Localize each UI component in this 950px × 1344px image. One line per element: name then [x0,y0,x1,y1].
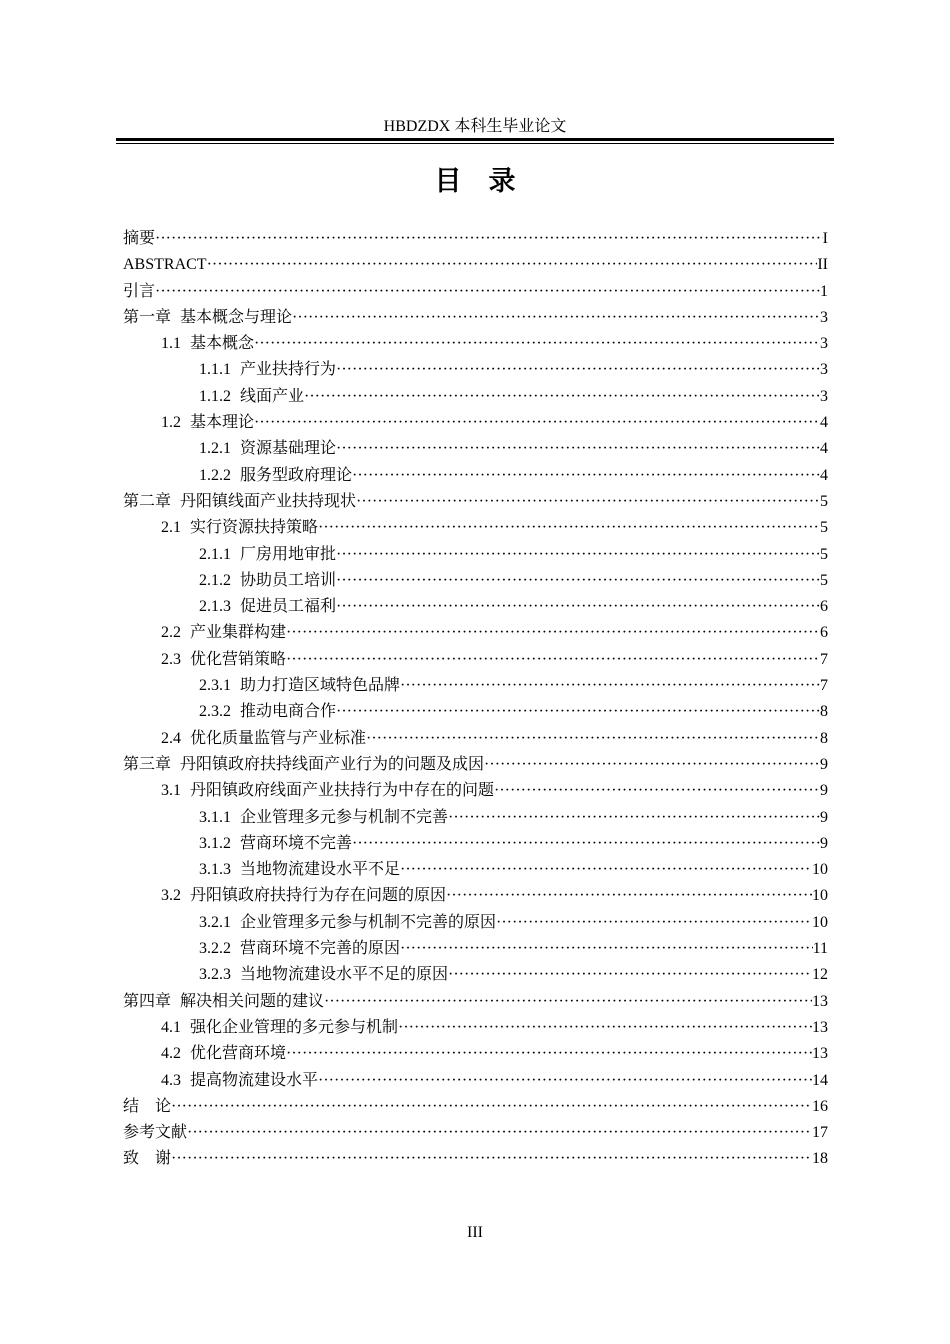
toc-entry-text: 丹阳镇政府线面产业扶持行为中存在的问题 [190,782,495,800]
toc-dot-leader [336,594,820,620]
toc-entry-text: 推动电商合作 [240,703,337,721]
toc-dot-leader [400,857,812,883]
toc-entry-label [161,1015,398,1041]
toc-entry-text: 协助员工培训 [240,571,337,589]
toc-entry-text: 优化营销策略 [190,650,287,668]
page-header: HBDZDX 本科生毕业论文 [383,118,567,135]
toc-entry-label [199,805,448,831]
toc-entry-page: 10 [812,861,828,879]
toc-entry-page: I [822,230,828,247]
toc-entry-text: 丹阳镇线面产业扶持现状 [180,492,357,510]
toc-entry-label [123,226,155,252]
toc-entry-text: 基本理论 [190,414,255,432]
toc-entry-label [199,463,352,489]
toc-entry-number: 3.2.2 [199,940,231,958]
toc-entry-label [123,989,324,1015]
toc-entry-text: 厂房用地审批 [240,545,337,563]
toc-dot-leader [336,699,820,725]
toc-entry-page: 10 [812,887,828,905]
toc-entry-number: 3.1 [161,782,181,800]
toc-entry-number: 2.3.1 [199,677,231,695]
toc-entry[interactable] [123,357,828,383]
toc-entry-page: 9 [820,755,828,773]
toc-dot-leader [356,489,820,515]
toc-dot-leader [318,1068,812,1094]
toc-entry-number: 2.1.1 [199,545,231,563]
toc-dot-leader [400,936,813,962]
toc-dot-leader [366,726,820,752]
toc-dot-leader [155,226,823,252]
toc-entry[interactable] [123,620,828,646]
toc-entry-number: 4.1 [161,1018,181,1036]
toc-entry-label [161,620,286,646]
toc-entry-number: 第一章 [123,308,172,326]
toc-entry-page: 8 [820,703,828,721]
toc-entry[interactable] [123,962,828,988]
toc-dot-leader [171,1146,812,1172]
toc-entry-label [199,357,336,383]
toc-entry-page: 9 [820,834,828,852]
toc-entry-label [123,252,207,278]
toc-entry[interactable] [123,436,828,462]
toc-entry-text: 参考文献 [123,1124,188,1142]
toc-entry-label [199,568,336,594]
toc-entry-number: 2.4 [161,729,181,747]
toc-entry-text: 优化营商环境 [190,1045,287,1063]
toc-entry-number: 4.2 [161,1045,181,1063]
toc-entry-number: 1.1.1 [199,361,231,379]
toc-entry-page: 13 [812,992,828,1010]
toc-entry[interactable] [123,647,828,673]
toc-entry-number: 第二章 [123,492,172,510]
toc-entry[interactable] [123,1146,828,1172]
toc-entry-text: 服务型政府理论 [240,466,353,484]
toc-entry-number: 1.1.2 [199,387,231,405]
toc-entry-text: 促进员工福利 [240,598,337,616]
toc-dot-leader [448,962,812,988]
toc-entry-page: 5 [820,545,828,563]
toc-entry-label [199,936,400,962]
toc-entry-number: 2.1.3 [199,598,231,616]
toc-entry-page: 3 [820,308,828,326]
toc-dot-leader [155,279,820,305]
toc-entry[interactable] [123,752,828,778]
toc-dot-leader [484,752,820,778]
toc-dot-leader [254,331,820,357]
toc-dot-leader [336,568,820,594]
toc-entry-label [161,726,366,752]
toc-entry-text: 结 论 [123,1097,172,1115]
toc-entry-page: 11 [812,940,828,958]
toc-entry-label [161,1068,318,1094]
toc-entry-text: 解决相关问题的建议 [180,992,325,1010]
toc-entry-number: 第四章 [123,992,172,1010]
toc-entry-page: 5 [820,571,828,589]
toc-entry-text: 产业集群构建 [190,624,287,642]
toc-entry-text: 营商环境不完善 [240,834,353,852]
toc-dot-leader [286,620,820,646]
toc-entry-label [199,594,336,620]
toc-entry-page: II [817,256,828,274]
toc-entry-number: 1.2.1 [199,440,231,458]
toc-entry[interactable] [123,778,828,804]
toc-entry-page: 7 [820,650,828,668]
toc-dot-leader [254,410,820,436]
toc-dot-leader [352,463,820,489]
toc-entry[interactable] [123,936,828,962]
toc-entry[interactable] [123,252,828,278]
toc-entry-page: 4 [820,466,828,484]
toc-entry-label [199,673,400,699]
toc-entry-label [161,778,494,804]
toc-entry-number: 第三章 [123,755,172,773]
toc-entry-number: 2.1 [161,519,181,537]
toc-entry-text: 丹阳镇政府扶持行为存在问题的原因 [190,887,447,905]
toc-dot-leader [336,436,820,462]
toc-dot-leader [398,1015,812,1041]
toc-entry-page: 7 [820,677,828,695]
toc-entry-label [123,1146,171,1172]
toc-entry[interactable] [123,489,828,515]
table-of-contents [123,226,828,1173]
toc-entry-number: 3.2.1 [199,913,231,931]
toc-entry-page: 10 [812,913,828,931]
header-rule-thin [116,143,834,144]
toc-entry-label [199,542,336,568]
toc-entry-label [199,962,448,988]
toc-entry-label [161,883,446,909]
toc-entry-page: 12 [812,966,828,984]
toc-dot-leader [336,542,820,568]
toc-entry-text: 当地物流建设水平不足 [240,861,401,879]
toc-entry-number: 2.1.2 [199,571,231,589]
toc-entry[interactable] [123,279,828,305]
toc-entry[interactable] [123,410,828,436]
toc-dot-leader [400,673,820,699]
toc-entry-page: 1 [820,282,828,300]
toc-entry-number: 2.3.2 [199,703,231,721]
toc-entry-page: 14 [812,1071,828,1089]
toc-dot-leader [494,778,820,804]
toc-entry-text: 引言 [123,282,156,300]
toc-entry-text: 营商环境不完善的原因 [240,940,401,958]
toc-entry-page: 5 [820,492,828,510]
toc-entry-number: 1.2.2 [199,466,231,484]
toc-entry-page: 13 [812,1045,828,1063]
toc-entry-text: 当地物流建设水平不足的原因 [240,966,449,984]
toc-dot-leader [446,883,812,909]
toc-entry-label [161,410,254,436]
toc-entry-number: 3.1.3 [199,861,231,879]
toc-entry[interactable] [123,989,828,1015]
toc-entry-label [123,305,292,331]
toc-dot-leader [336,357,820,383]
toc-entry-page: 3 [820,335,828,353]
toc-entry[interactable] [123,515,828,541]
toc-entry-text: 基本概念 [190,335,255,353]
toc-entry[interactable] [123,883,828,909]
toc-entry-text: 资源基础理论 [240,440,337,458]
toc-entry-text: 优化质量监管与产业标准 [190,729,367,747]
toc-entry-text: 产业扶持行为 [240,361,337,379]
toc-entry-number: 3.2 [161,887,181,905]
toc-entry-text: ABSTRACT [123,256,207,274]
toc-entry-text: 线面产业 [240,387,305,405]
toc-entry[interactable] [123,594,828,620]
toc-dot-leader [324,989,812,1015]
toc-entry-label [123,1094,171,1120]
toc-entry-page: 17 [812,1124,828,1142]
toc-entry-page: 13 [812,1018,828,1036]
toc-entry-page: 16 [812,1097,828,1115]
toc-dot-leader [352,831,820,857]
toc-entry-label [123,489,356,515]
toc-entry-number: 3.1.2 [199,834,231,852]
toc-dot-leader [448,805,820,831]
toc-entry-page: 5 [820,519,828,537]
toc-entry[interactable] [123,1015,828,1041]
toc-entry-label [199,699,336,725]
toc-dot-leader [286,647,820,673]
page-number: III [467,1224,483,1241]
toc-entry-label [161,515,318,541]
toc-entry[interactable] [123,568,828,594]
toc-entry-text: 企业管理多元参与机制不完善 [240,808,449,826]
toc-entry-label [199,384,304,410]
toc-dot-leader [286,1041,812,1067]
toc-entry[interactable] [123,673,828,699]
toc-entry-text: 强化企业管理的多元参与机制 [190,1018,399,1036]
toc-entry-label [161,647,286,673]
toc-entry-text: 致 谢 [123,1150,172,1168]
toc-entry-text: 助力打造区域特色品牌 [240,677,401,695]
toc-dot-leader [171,1094,812,1120]
toc-entry-number: 1.1 [161,335,181,353]
toc-entry-text: 基本概念与理论 [180,308,293,326]
toc-entry-page: 8 [820,729,828,747]
toc-entry-page: 3 [820,361,828,379]
toc-entry-label [199,436,336,462]
toc-entry[interactable] [123,910,828,936]
toc-dot-leader [187,1120,812,1146]
toc-entry-text: 实行资源扶持策略 [190,519,319,537]
toc-dot-leader [496,910,812,936]
toc-entry[interactable] [123,1120,828,1146]
toc-entry-label [123,752,484,778]
toc-entry[interactable] [123,305,828,331]
toc-entry[interactable] [123,726,828,752]
toc-entry-page: 9 [820,808,828,826]
toc-entry-text: 丹阳镇政府扶持线面产业行为的问题及成因 [180,755,485,773]
toc-entry[interactable] [123,1041,828,1067]
toc-entry-text: 摘要 [123,230,156,247]
toc-entry-label [199,831,352,857]
toc-entry-page: 6 [820,624,828,642]
toc-entry-number: 3.2.3 [199,966,231,984]
toc-entry-number: 1.2 [161,414,181,432]
toc-entry-page: 3 [820,387,828,405]
toc-entry[interactable] [123,857,828,883]
toc-entry-text: 企业管理多元参与机制不完善的原因 [240,913,497,931]
toc-entry[interactable] [123,331,828,357]
toc-entry[interactable] [123,1094,828,1120]
toc-entry-label [161,1041,286,1067]
toc-dot-leader [318,515,820,541]
toc-entry-number: 4.3 [161,1071,181,1089]
toc-entry-label [161,331,254,357]
toc-entry-label [123,279,155,305]
toc-entry-page: 6 [820,598,828,616]
toc-entry[interactable] [123,699,828,725]
toc-dot-leader [207,252,818,278]
toc-entry-label [199,857,400,883]
toc-dot-leader [304,384,820,410]
toc-entry-number: 3.1.1 [199,808,231,826]
toc-entry[interactable] [123,542,828,568]
toc-entry-page: 4 [820,414,828,432]
toc-entry[interactable] [123,805,828,831]
toc-entry-number: 2.2 [161,624,181,642]
toc-entry-label [199,910,496,936]
toc-entry-number: 2.3 [161,650,181,668]
toc-dot-leader [292,305,820,331]
toc-entry[interactable] [123,463,828,489]
toc-entry[interactable] [123,1068,828,1094]
toc-entry[interactable] [123,831,828,857]
header-rule-thick [116,138,834,141]
toc-title: 目 录 [434,166,516,197]
toc-entry[interactable] [123,226,828,252]
toc-entry-page: 18 [812,1150,828,1168]
toc-entry-text: 提高物流建设水平 [190,1071,319,1089]
toc-entry-page: 9 [820,782,828,800]
toc-entry[interactable] [123,384,828,410]
toc-entry-page: 4 [820,440,828,458]
toc-entry-label [123,1120,187,1146]
